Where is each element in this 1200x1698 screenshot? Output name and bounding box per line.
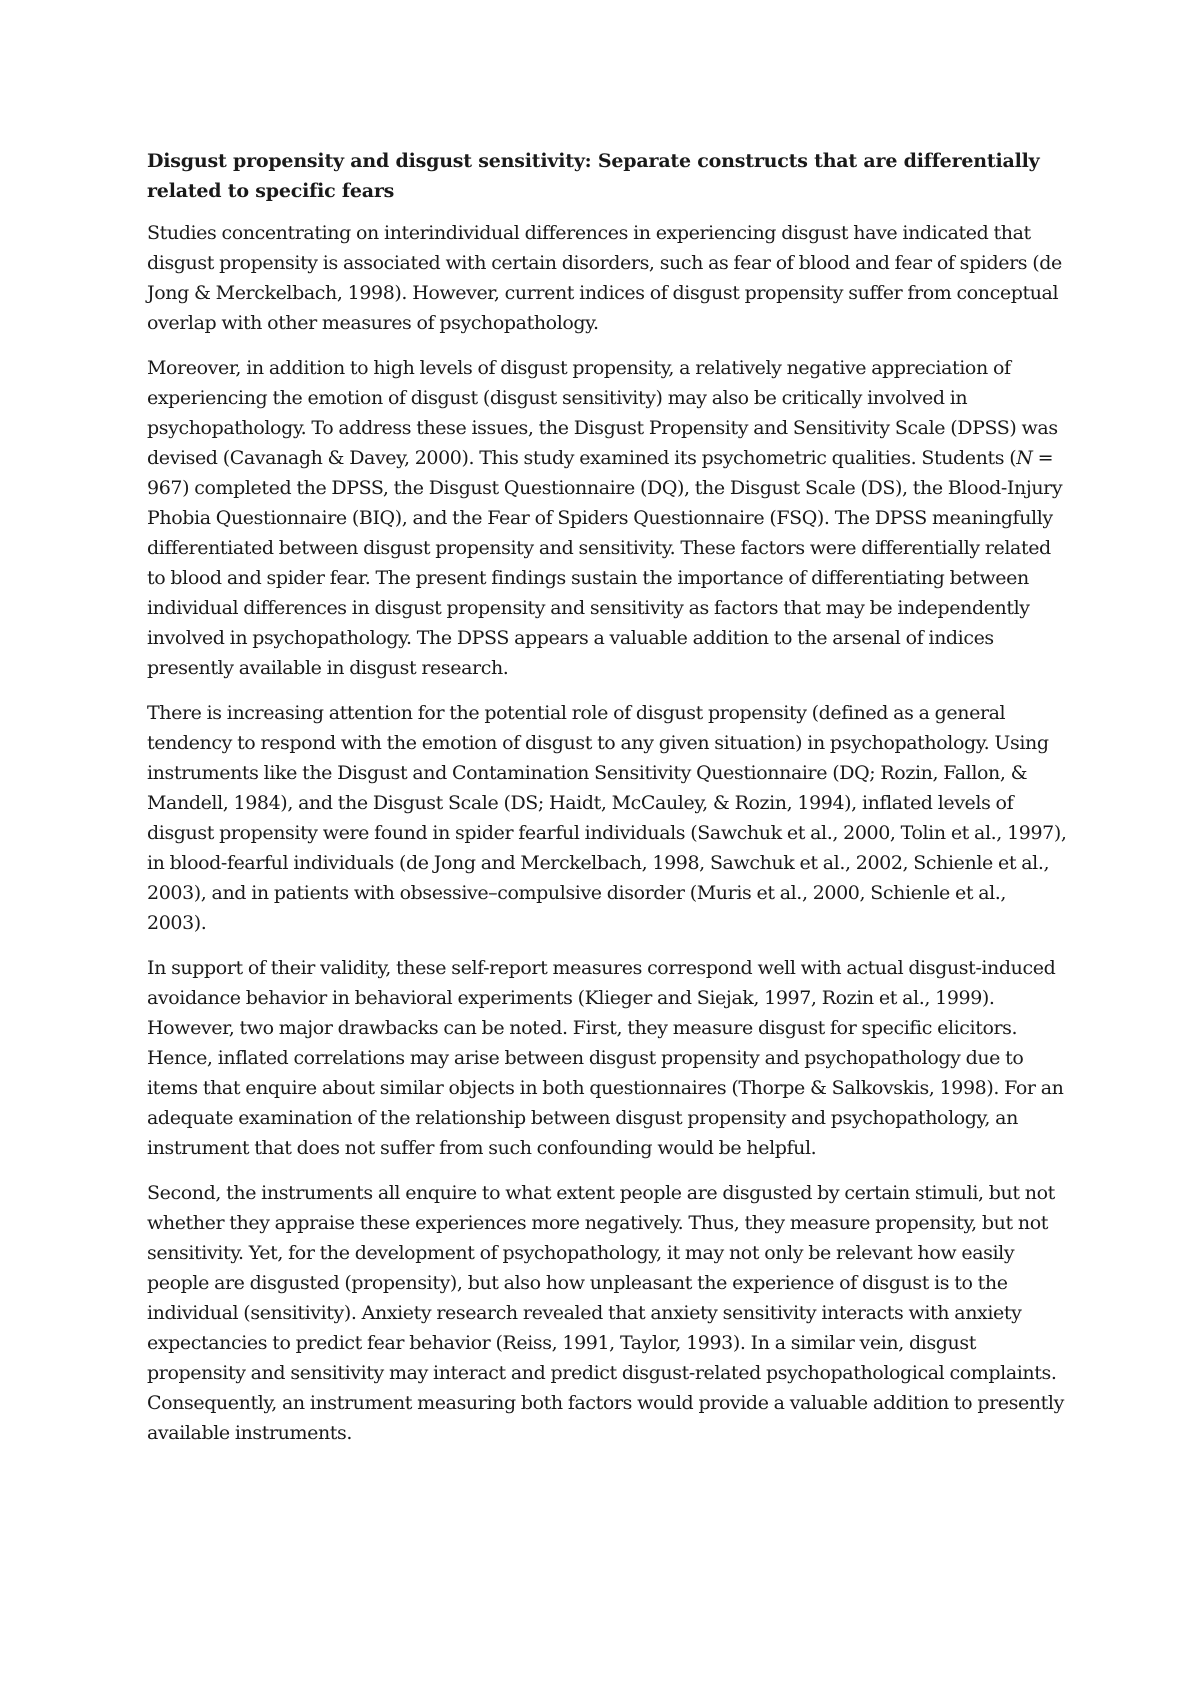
paragraph-2 xyxy=(147,353,1067,683)
paragraph-4: In support of their validity, these self-report measures correspond well with actual disgust-induced avoidance behavior in behavioral experiments (Klieger and Siejak, 1997, Rozin et al., 1999). However, two major drawbacks can be noted. First, they measure disgust for specific elicitors. Hence, inflated correlations may arise between disgust propensity and psychopathology due to items that enquire about similar objects in both questionnaires (Thorpe & Salkovskis, 1998). For an adequate examination of the relationship between disgust propensity and psychopathology, an instrument that does not suffer from such confounding would be helpful. xyxy=(147,957,1064,1159)
paragraph-1: Studies concentrating on interindividual differences in experiencing disgust have indicated that disgust propensity is associated with certain disorders, such as fear of blood and fear of spiders (de Jong & Merckelbach, 1998). However, current indices of disgust propensity suffer from conceptual overlap with other measures of psychopathology. xyxy=(147,222,1062,334)
paragraph-2-part-2: = 967) completed the DPSS, the Disgust Questionnaire (DQ), the Disgust Scale (DS), the Blood-Injury Phobia Questionnaire (BIQ), and the Fear of Spiders Questionnaire (FSQ). The DPSS meaningfully differentiated between disgust propensity and sensitivity. These factors were differentially related to blood and spider fear. The present findings sustain the importance of differentiating between individual differences in disgust propensity and sensitivity as factors that may be independently involved in psychopathology. The DPSS appears a valuable addition to the arsenal of indices presently available in disgust research. xyxy=(147,447,1063,679)
paragraph-2-part-1: Moreover, in addition to high levels of disgust propensity, a relatively negative appreciation of experiencing the emotion of disgust (disgust sensitivity) may also be critically involved in psychopathology. To address these issues, the Disgust Propensity and Sensitivity Scale (DPSS) was devised (Cavanagh & Davey, 2000). This study examined its psychometric qualities. Students ( xyxy=(147,357,1058,469)
document-title: Disgust propensity and disgust sensitivity: Separate constructs that are differentially related to specific fears xyxy=(147,150,1040,202)
sample-size-symbol: N xyxy=(1016,447,1033,469)
document-page xyxy=(147,146,1067,1463)
paragraph-3: There is increasing attention for the potential role of disgust propensity (defined as a general tendency to respond with the emotion of disgust to any given situation) in psychopathology. Using instruments like the Disgust and Contamination Sensitivity Questionnaire (DQ; Rozin, Fallon, & Mandell, 1984), and the Disgust Scale (DS; Haidt, McCauley, & Rozin, 1994), inflated levels of disgust propensity were found in spider fearful individuals (Sawchuk et al., 2000, Tolin et al., 1997), in blood-fearful individuals (de Jong and Merckelbach, 1998, Sawchuk et al., 2002, Schienle et al., 2003), and in patients with obsessive–compulsive disorder (Muris et al., 2000, Schienle et al., 2003). xyxy=(147,702,1067,934)
paragraph-5: Second, the instruments all enquire to what extent people are disgusted by certain stimuli, but not whether they appraise these experiences more negatively. Thus, they measure propensity, but not sensitivity. Yet, for the development of psychopathology, it may not only be relevant how easily people are disgusted (propensity), but also how unpleasant the experience of disgust is to the individual (sensitivity). Anxiety research revealed that anxiety sensitivity interacts with anxiety expectancies to predict fear behavior (Reiss, 1991, Taylor, 1993). In a similar vein, disgust propensity and sensitivity may interact and predict disgust-related psychopathological complaints. Consequently, an instrument measuring both factors would provide a valuable addition to presently available instruments. xyxy=(147,1182,1064,1444)
